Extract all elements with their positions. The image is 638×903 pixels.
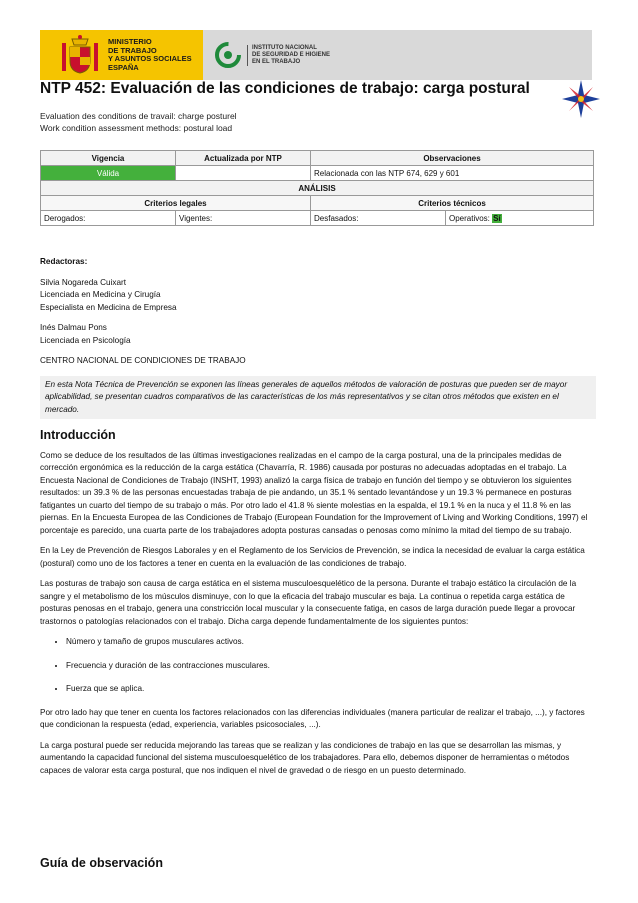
article-body [40,256,596,870]
operativos-cell: Operativos: Sí [446,211,594,226]
intro-paragraph-4: Por otro lado hay que tener en cuenta los factores relacionados con las diferencias individuales (manera particular de realizar el trabajo, ...), y factores que condicionan la respuesta (edad, experiencia, variables psicosociales, ...). [40,707,585,729]
author-1: Silvia Nogareda Cuixart Licenciada en Medicina y Cirugía Especialista en Medicina de Empresa [40,277,177,312]
intro-paragraph-1: Como se deduce de los resultados de las últimas investigaciones realizadas en el campo de la carga postural, una de la principales medidas de corrección ergonómica es la reducción de la carga estática (Chavarría, R. 1986) causada por posturas no adecuadas adoptadas en el trabajo. La Encuesta Nacional de Condiciones de Trabajo (INSHT, 1993) analizó la carga física de trabajo en función del tiempo y se obtuvieron los siguientes resultados: un 39.3 % de las personas encuestadas trabaja de pie andando, un 35.1 % sentado levantándose y un 19.3 % permanece en posturas fatigantes un cuarto del tiempo de su trabajo o más. Por otro lado el 41.8 % siente molestias en la espalda, el 19.1 % en la nuca y el 11.8 % en las piernas. En la Encuesta Europea de las Condiciones de Trabajo (European Foundation for the Improvement of Living and Working Conditions, 1997) el porcentaje es parecido, una cuarta parte de los trabajadores adopta posturas cansadas o penosas como mínimo la mitad del tiempo de su trabajo. [40,450,588,535]
actualizada-cell [176,166,311,181]
subtitle-french: Evaluation des conditions de travail: charge posturel [40,111,237,121]
abstract: En esta Nota Técnica de Prevención se exponen las líneas generales de aquellos métodos de valoración de posturas que pueden ser de mayor aplicabilidad, se presentan cuadros comparativos de las características de los más representativos y se citan otros métodos que existen en el mercado. [40,376,596,420]
author-2: Inés Dalmau Pons Licenciada en Psicología [40,323,131,345]
center-name: CENTRO NACIONAL DE CONDICIONES DE TRABAJO [40,356,246,365]
insht-logo-block [215,42,330,68]
subtitle-english: Work condition assessment methods: postural load [40,123,233,133]
institute-name: INSTITUTO NACIONAL DE SEGURIDAD E HIGIENE EN EL TRABAJO [247,45,330,66]
load-factors-list [40,636,596,696]
intro-paragraph-5: La carga postural puede ser reducida mejorando las tareas que se realizan y las condiciones de trabajo en las que se desarrollan las mismas, y aumentando la capacidad funcional del sistema musculoesquelético de los trabajadores. Para ello, debemos disponer de herramientas o métodos capaces de valorar esta carga postural, que nos indiquen el nivel de gravedad o de riesgo en un puesto determinado. [40,740,570,775]
list-item: • Frecuencia y duración de las contracciones musculares. [66,660,596,673]
section-title-introduccion: Introducción [40,428,116,442]
criterios-legales-header: Criterios legales [41,196,311,211]
header-observaciones: Observaciones [311,151,594,166]
criterios-tecnicos-header: Criterios técnicos [311,196,594,211]
header-banner [40,30,592,80]
vigencia-status-badge: Válida [41,166,176,181]
insht-logo-icon [215,42,241,68]
analisis-header: ANÁLISIS [41,181,594,196]
header-actualizada: Actualizada por NTP [176,151,311,166]
status-table [40,150,594,226]
observaciones-cell: Relacionada con las NTP 674, 629 y 601 [311,166,594,181]
desfasados-cell: Desfasados: [311,211,446,226]
derogados-cell: Derogados: [41,211,176,226]
ministry-name: MINISTERIO DE TRABAJO Y ASUNTOS SOCIALES ESPAÑA [108,37,192,72]
vigentes-cell: Vigentes: [176,211,311,226]
redactoras-label: Redactoras: [40,257,88,266]
list-item: • Número y tamaño de grupos musculares activos. [66,636,596,649]
spain-coat-of-arms-icon [58,33,102,77]
intro-paragraph-2: En la Ley de Prevención de Riesgos Laborales y en el Reglamento de los Servicios de Prevención, se indica la necesidad de evaluar la carga estática (postural) como uno de los factores a tener en cuenta en la evaluación de las condiciones de trabajo. [40,546,585,568]
header-vigencia: Vigencia [41,151,176,166]
page-title: NTP 452: Evaluación de las condiciones de trabajo: carga postural [40,80,530,97]
section-title-guia: Guía de observación [40,856,163,870]
star-logo-icon [560,78,602,120]
operativos-value-badge: Sí [493,213,501,223]
ministry-logo-block [40,30,203,80]
intro-paragraph-3: Las posturas de trabajo son causa de carga estática en el sistema musculoesquelético de la persona. Durante el trabajo estático la circulación de la sangre y el metabolismo de los músculos disminuye, con lo que la eficacia del trabajo muscular es baja. La continua o repetida carga estática de posturas penosas en el trabajo, genera una constricción local muscular y la consecuente fatiga, en casos de larga duración puede llegar a provocar trastornos o patologías relacionados con el trabajo. Dicha carga depende fundamentalmente de los siguientes puntos: [40,579,577,626]
alternate-titles [40,110,237,134]
list-item: • Fuerza que se aplica. [66,683,596,696]
